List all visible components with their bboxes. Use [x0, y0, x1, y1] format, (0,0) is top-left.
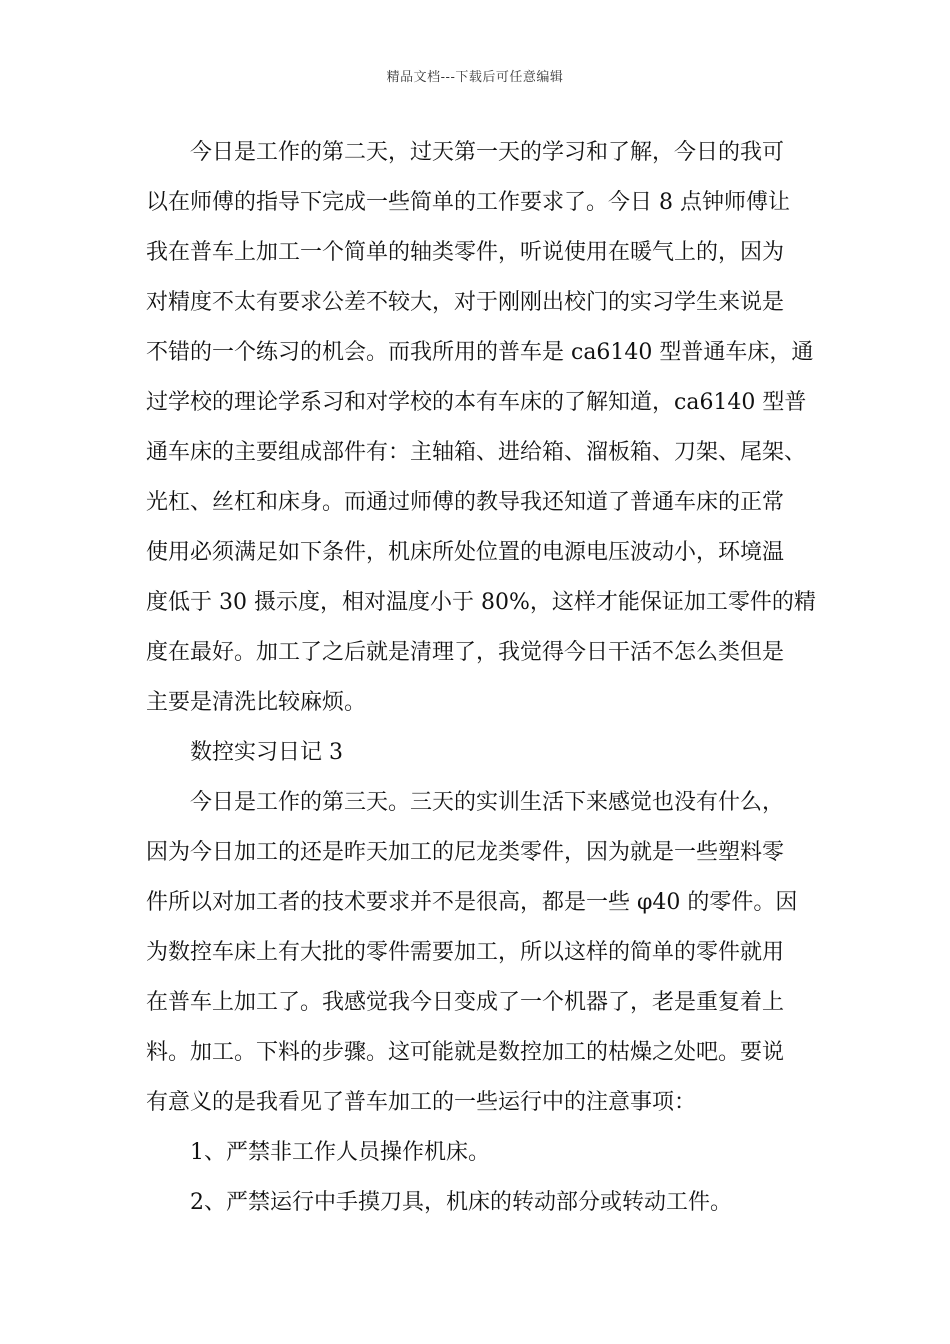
- paragraph-line: 今日是工作的第三天。三天的实训生活下来感觉也没有什么，: [190, 790, 785, 815]
- section-heading: 数控实习日记 3: [190, 740, 343, 765]
- paragraph-line: 过学校的理论学系习和对学校的本有车床的了解知道，ca6140 型普: [146, 390, 807, 415]
- paragraph-line: 光杠、丝杠和床身。而通过师傅的教导我还知道了普通车床的正常: [146, 490, 785, 515]
- list-item: 1、严禁非工作人员操作机床。: [190, 1140, 490, 1165]
- paragraph-line: 以在师傅的指导下完成一些简单的工作要求了。今日 8 点钟师傅让: [146, 190, 790, 215]
- paragraph-line: 对精度不太有要求公差不较大，对于刚刚出校门的实习学生来说是: [146, 290, 785, 315]
- paragraph-line: 度在最好。加工了之后就是清理了，我觉得今日干活不怎么类但是: [146, 640, 785, 665]
- document-body: [146, 131, 816, 1231]
- page-header: 精品文档---下载后可任意编辑: [386, 70, 564, 85]
- paragraph-line: 度低于 30 摄示度，相对温度小于 80%，这样才能保证加工零件的精: [146, 590, 816, 615]
- paragraph-line: 件所以对加工者的技术要求并不是很高，都是一些 φ40 的零件。因: [146, 890, 798, 915]
- paragraph-line: 使用必须满足如下条件，机床所处位置的电源电压波动小，环境温: [146, 540, 785, 565]
- paragraph-line: 主要是清洗比较麻烦。: [146, 690, 367, 715]
- list-item: 2、严禁运行中手摸刀具，机床的转动部分或转动工件。: [190, 1190, 732, 1215]
- paragraph-line: 我在普车上加工一个简单的轴类零件，听说使用在暖气上的，因为: [146, 240, 785, 265]
- paragraph-line: 料。加工。下料的步骤。这可能就是数控加工的枯燥之处吧。要说: [146, 1040, 785, 1065]
- paragraph-line: 为数控车床上有大批的零件需要加工，所以这样的简单的零件就用: [146, 940, 785, 965]
- paragraph-line: 不错的一个练习的机会。而我所用的普车是 ca6140 型普通车床，通: [146, 340, 814, 365]
- paragraph-line: 今日是工作的第二天，过天第一天的学习和了解，今日的我可: [190, 140, 785, 165]
- paragraph-line: 通车床的主要组成部件有：主轴箱、进给箱、溜板箱、刀架、尾架、: [146, 440, 807, 465]
- paragraph-line: 因为今日加工的还是昨天加工的尼龙类零件，因为就是一些塑料零: [146, 840, 785, 865]
- paragraph-line: 在普车上加工了。我感觉我今日变成了一个机器了，老是重复着上: [146, 990, 785, 1015]
- paragraph-line: 有意义的是我看见了普车加工的一些运行中的注意事项：: [146, 1090, 697, 1115]
